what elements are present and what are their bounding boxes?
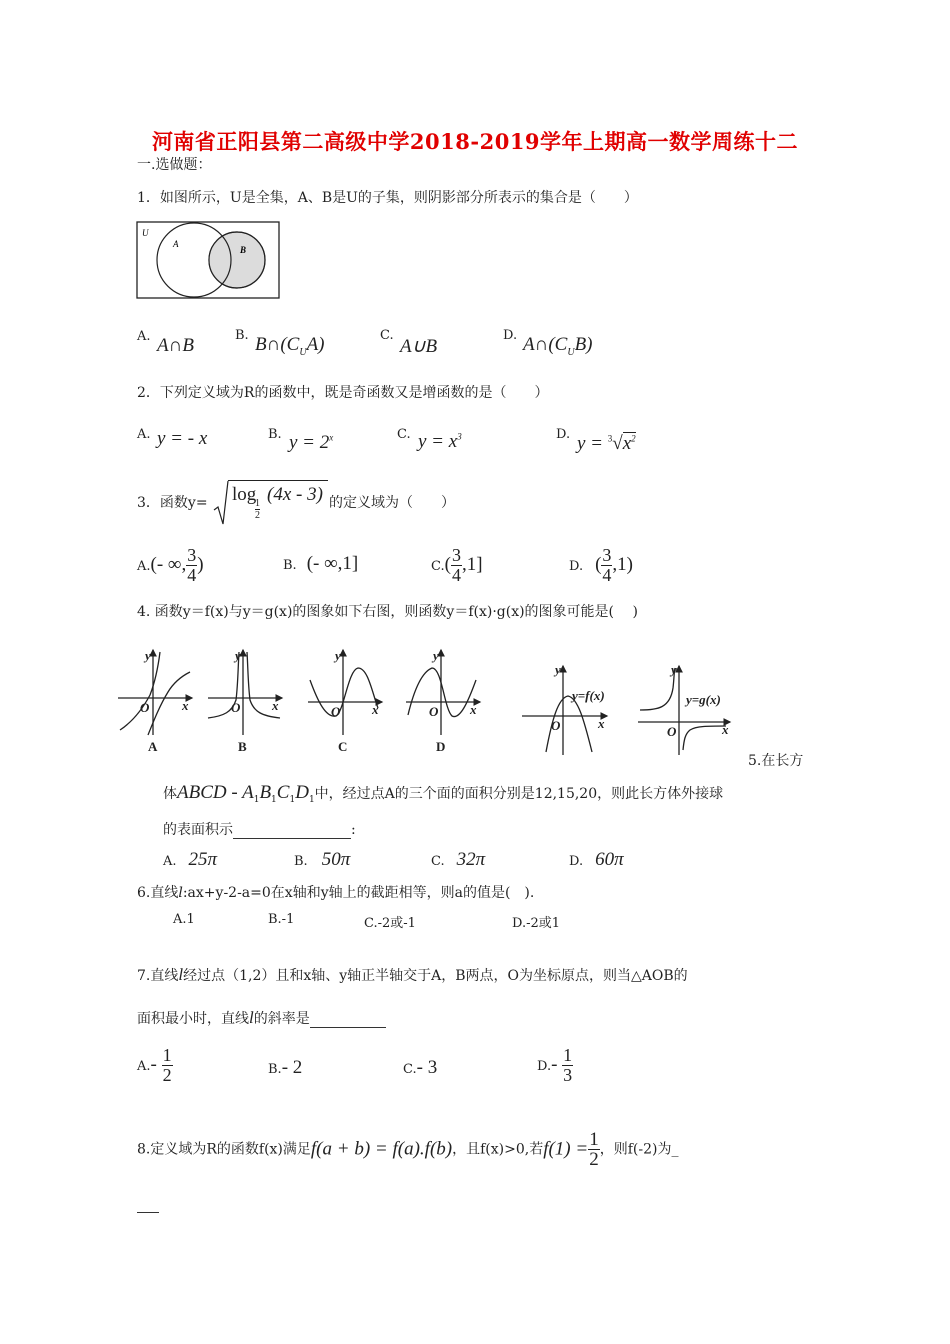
sqrt-sign-icon	[213, 480, 229, 526]
q3-option-b: B. (- ∞,1]	[283, 553, 359, 574]
svg-text:x: x	[598, 716, 605, 731]
graph-label-a: A	[148, 739, 158, 754]
q1-option-a: A∩B	[157, 335, 194, 356]
section-heading: 一.选做题：	[137, 157, 212, 173]
graph-label-c: C	[338, 739, 348, 754]
q2-option-b: $y = 2^x$	[289, 432, 334, 453]
q2-option-c-letter: C.	[397, 427, 411, 442]
q3-option-d: D. ( $\frac{3}{4}$ ,1)	[569, 545, 633, 585]
f-curve-label: y=f(x)	[572, 688, 605, 703]
graph-label-b: B	[238, 739, 247, 754]
q2-option-a-letter: A.	[137, 427, 151, 442]
svg-text:O: O	[551, 718, 561, 733]
question-6-text: 6.直线l:ax+y-2-a=0在x轴和y轴上的截距相等，则a的值是( ).	[137, 885, 535, 901]
svg-text:x: x	[182, 698, 189, 713]
venn-label-b: B	[240, 245, 247, 255]
question-3-prefix: 3．函数y=	[137, 495, 208, 511]
svg-text:y: y	[433, 648, 439, 663]
q7-option-b: B.- 2	[268, 1057, 303, 1078]
q2-option-d: $y = ^3√x^2$	[577, 433, 636, 454]
q3-log-base: 1 2	[255, 498, 260, 521]
q3-option-c: C.( $\frac{3}{4}$ ,1]	[431, 545, 483, 585]
g-curve-label: y=g(x)	[686, 692, 721, 707]
q2-option-a: y = - x	[157, 428, 208, 449]
page-title: 河南省正阳县第二高级中学2018-2019学年上期高一数学周练十二	[151, 129, 799, 154]
q2-option-b-letter: B.	[268, 427, 282, 442]
q5-option-c: C. 32π	[431, 849, 486, 870]
q6-option-a: A.1	[173, 912, 195, 927]
q5-option-b: B. 50π	[294, 849, 351, 870]
q6-option-b: B.-1	[268, 912, 295, 927]
svg-text:y: y	[555, 662, 561, 677]
venn-diagram	[136, 221, 281, 300]
q7-option-a: A.- $\frac{1}{2}$	[137, 1045, 172, 1085]
q1-option-d-letter: D.	[503, 328, 518, 343]
question-5-line-3: 的表面积示 :	[163, 822, 356, 838]
q7-option-c: C.- 3	[403, 1057, 438, 1078]
svg-text:x: x	[272, 698, 279, 713]
q1-option-b-letter: B.	[235, 328, 249, 343]
answer-blank-line	[137, 1212, 159, 1213]
svg-text:O: O	[140, 700, 150, 715]
svg-text:x: x	[470, 702, 477, 717]
q5-option-a: A. 25π	[163, 849, 218, 870]
svg-text:y: y	[235, 648, 241, 663]
q3-option-a: A.(- ∞, $\frac{3}{4}$ )	[137, 545, 204, 585]
q6-option-d: D.-2或1	[512, 916, 561, 931]
question-8-text: 8.定义域为R的函数f(x)满足f(a + b) = f(a).f(b)，且f(x)>0,若f(1) = $\frac{1}{2}$ ，则f(-2)为_	[137, 1129, 679, 1170]
question-5-number: 5.在长方	[748, 753, 804, 769]
svg-text:y: y	[145, 648, 151, 663]
venn-label-u: U	[142, 228, 149, 238]
q3-log: log	[232, 484, 257, 505]
question-7-line-2: 面积最小时，直线l的斜率是	[137, 1009, 386, 1028]
question-2-text: 2．下列定义域为R的函数中，既是奇函数又是增函数的是（ ）	[137, 385, 549, 401]
venn-label-a: A	[173, 239, 179, 249]
q1-option-b: $B\cap(C_UA)$	[255, 334, 325, 358]
q1-option-a-letter: A.	[137, 329, 151, 344]
q1-option-d: $A\cap(C_UB)$	[523, 334, 593, 358]
q4-graphs	[110, 640, 750, 760]
q2-option-d-letter: D.	[556, 427, 571, 442]
q6-option-c: C.-2或-1	[364, 916, 416, 931]
question-7-line-1: 7.直线l经过点（1,2）且和x轴、y轴正半轴交于A，B两点，O为坐标原点，则当△AOB的	[137, 965, 688, 984]
svg-text:O: O	[667, 724, 677, 739]
question-5-line-2: 体ABCD - $A_1B_1C_1D_1$中，经过点A的三个面的面积分别是12,15,20，则此长方体外接球	[163, 782, 724, 806]
q7-option-d: D.- $\frac{1}{3}$	[537, 1045, 573, 1085]
q3-log-arg: (4x - 3)	[267, 484, 323, 505]
question-1-text: 1．如图所示，U是全集，A、B是U的子集，则阴影部分所表示的集合是（ ）	[137, 190, 638, 206]
svg-text:x: x	[722, 722, 729, 737]
question-3-suffix: 的定义域为（ ）	[329, 495, 455, 511]
graph-label-d: D	[436, 739, 446, 754]
svg-text:O: O	[429, 704, 439, 719]
svg-text:y: y	[335, 648, 341, 663]
svg-text:O: O	[231, 700, 241, 715]
q2-option-c: $y = x^3$	[418, 431, 462, 452]
svg-text:O: O	[331, 704, 341, 719]
q5-option-d: D. 60π	[569, 849, 624, 870]
q1-option-c: A∪B	[400, 336, 438, 357]
q1-option-c-letter: C.	[380, 328, 394, 343]
question-4-text: 4. 函数y＝f(x)与y＝g(x)的图象如下右图，则函数y＝f(x)·g(x)的图象可能是( )	[137, 604, 638, 620]
svg-text:x: x	[372, 702, 379, 717]
svg-text:y: y	[671, 662, 677, 677]
